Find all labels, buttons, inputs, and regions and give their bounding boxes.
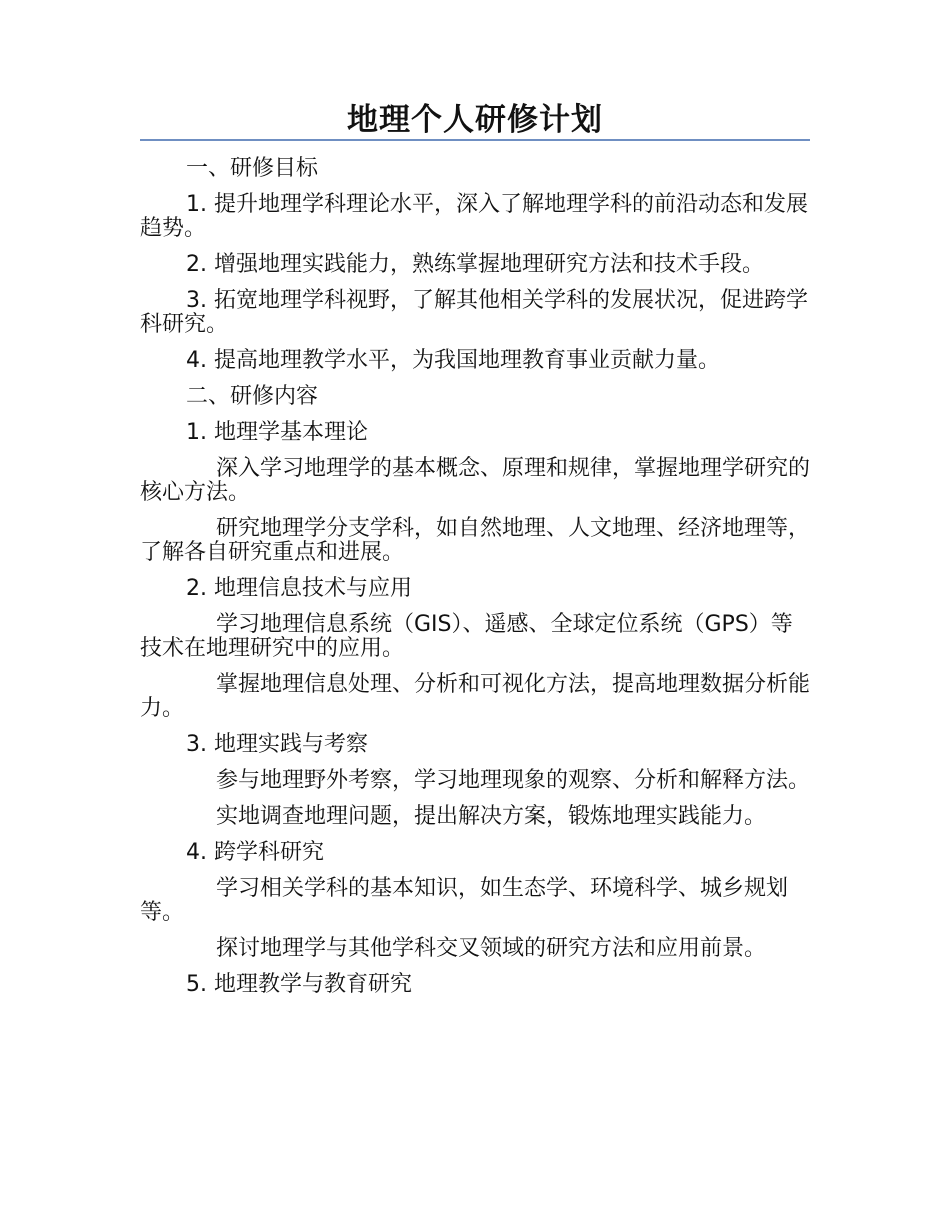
content-subheading-4: 4. 跨学科研究	[186, 840, 324, 865]
content-subheading-3: 3. 地理实践与考察	[186, 732, 368, 757]
content-paragraph: 学习相关学科的基本知识，如生态学、环境科学、城乡规划等。	[140, 876, 789, 925]
content-paragraph: 深入学习地理学的基本概念、原理和规律，掌握地理学研究的核心方法。	[140, 456, 811, 505]
goal-item-3: 3. 拓宽地理学科视野，了解其他相关学科的发展状况，促进跨学科研究。	[140, 288, 808, 337]
content-paragraph: 研究地理学分支学科，如自然地理、人文地理、经济地理等，了解各自研究重点和进展。	[140, 516, 811, 565]
goal-item-4: 4. 提高地理教学水平，为我国地理教育事业贡献力量。	[186, 348, 720, 373]
content-paragraph: 学习地理信息系统（GIS）、遥感、全球定位系统（GPS）等技术在地理研究中的应用。	[140, 612, 793, 661]
content-subheading-2: 2. 地理信息技术与应用	[186, 576, 412, 601]
content-paragraph: 参与地理野外考察，学习地理现象的观察、分析和解释方法。	[216, 768, 811, 793]
content-subheading-5: 5. 地理教学与教育研究	[186, 972, 412, 997]
document-title: 地理个人研修计划	[347, 102, 603, 138]
content-paragraph: 实地调查地理问题，提出解决方案，锻炼地理实践能力。	[216, 804, 767, 829]
section-heading-goals: 一、研修目标	[186, 156, 319, 181]
document-body	[140, 157, 810, 1009]
content-paragraph: 探讨地理学与其他学科交叉领域的研究方法和应用前景。	[216, 936, 767, 961]
title-underline	[140, 139, 810, 141]
content-paragraph: 掌握地理信息处理、分析和可视化方法，提高地理数据分析能力。	[140, 672, 811, 721]
section-heading-content: 二、研修内容	[186, 384, 319, 409]
goal-item-2: 2. 增强地理实践能力，熟练掌握地理研究方法和技术手段。	[186, 252, 764, 277]
content-subheading-1: 1. 地理学基本理论	[186, 420, 368, 445]
goal-item-1: 1. 提升地理学科理论水平，深入了解地理学科的前沿动态和发展趋势。	[140, 192, 808, 241]
